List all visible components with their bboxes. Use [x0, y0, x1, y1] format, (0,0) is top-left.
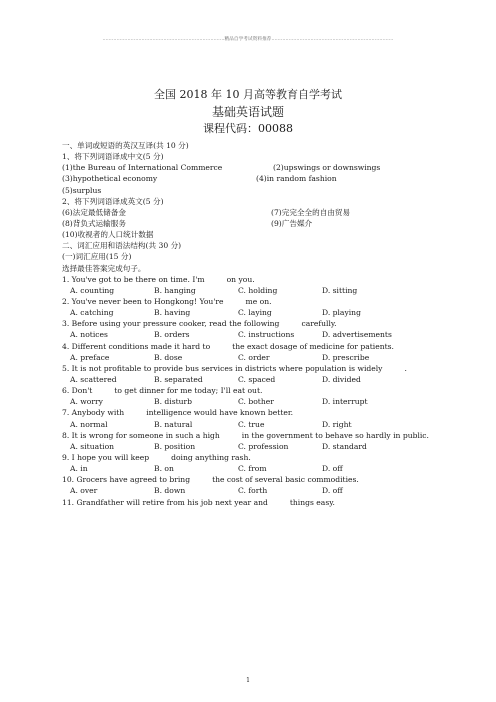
- answer-option: A. notices: [70, 330, 108, 340]
- answer-option: B. separated: [154, 374, 203, 384]
- item: (4)in random fashion: [256, 174, 337, 184]
- question-text: carefully.: [301, 319, 337, 329]
- item: (10)收视者的人口统计数据: [62, 230, 154, 240]
- answer-option: D. standard: [322, 441, 367, 451]
- answer-option: B. hanging: [154, 285, 196, 295]
- item: (3)hypothetical economy: [62, 174, 158, 184]
- question-stem: [62, 318, 442, 329]
- option-row: [62, 307, 442, 318]
- answer-option: A. in: [70, 464, 88, 474]
- question-text: the exact dosage of medicine for patients.: [232, 341, 394, 351]
- answer-option: D. right: [322, 419, 352, 429]
- question-text: 5. It is not profitable to provide bus services in districts where population is widely: [62, 363, 383, 373]
- question-stem: [62, 385, 442, 396]
- question-text: to get dinner for me today; I'll eat out.: [114, 386, 263, 396]
- answer-option: D. off: [322, 464, 343, 474]
- question-stem: [62, 341, 442, 352]
- answer-option: D. playing: [322, 308, 361, 318]
- question-stem: [62, 363, 442, 374]
- answer-option: C. holding: [238, 285, 278, 295]
- answer-option: A. preface: [70, 352, 110, 362]
- option-row: [62, 329, 442, 340]
- item: (2)upswings or downswings: [273, 163, 381, 173]
- question-stem: [62, 452, 442, 463]
- instruction: 选择最佳答案完成句子。: [62, 263, 146, 273]
- sub-heading: 1、将下列词语译成中文(5 分): [62, 152, 164, 162]
- section-heading: 一、单词或短语的英汉互译(共 10 分): [62, 141, 189, 150]
- answer-option: C. spaced: [238, 374, 276, 384]
- question-text: the cost of several basic commodities.: [212, 475, 359, 485]
- question-text: 9. I hope you will keep: [62, 452, 150, 462]
- question-text: on you.: [226, 274, 255, 284]
- section-heading: 二、词汇应用和语法结构(共 30 分): [62, 241, 182, 251]
- answer-option: A. situation: [70, 441, 115, 451]
- option-row: [62, 463, 442, 474]
- question-text: 2. You've never been to Hongkong! You're: [62, 296, 224, 306]
- answer-option: C. from: [238, 464, 267, 474]
- item: (5)surplus: [62, 185, 102, 195]
- answer-option: D. advertisements: [322, 330, 392, 340]
- question-text: 3. Before using your pressure cooker, read the following: [62, 319, 280, 329]
- option-row: [62, 485, 442, 496]
- answer-option: A. over: [70, 486, 98, 496]
- question-text: me on.: [245, 296, 272, 306]
- question-stem: [62, 296, 442, 307]
- item-row: [62, 207, 442, 218]
- exam-title: 全国 2018 年 10 月高等教育自学考试: [154, 88, 342, 101]
- answer-option: B. having: [154, 308, 191, 318]
- answer-option: C. bother: [238, 397, 274, 407]
- page-header: ……………………………………………………………………精品自学考试资料推荐……………………………………………………………………: [102, 37, 394, 42]
- answer-option: B. dose: [154, 352, 183, 362]
- answer-option: D. interrupt: [322, 397, 368, 407]
- option-row: [62, 374, 442, 385]
- answer-option: B. orders: [154, 330, 190, 340]
- subject-title: 基础英语试题: [211, 105, 284, 119]
- answer-option: A. normal: [70, 419, 108, 429]
- question-stem: [62, 407, 442, 418]
- answer-option: D. prescribe: [322, 352, 370, 362]
- answer-option: C. laying: [238, 308, 272, 318]
- question-stem: [62, 430, 442, 441]
- answer-option: C. true: [238, 419, 265, 429]
- item: (6)法定最低储备金: [62, 207, 126, 217]
- option-row: [62, 285, 442, 296]
- question-text: intelligence would have known better.: [146, 408, 294, 418]
- item-row: [62, 173, 442, 184]
- question-stem: [62, 474, 442, 485]
- sub-heading: (一)词汇应用(15 分): [62, 252, 132, 262]
- course-code: 课程代码：00088: [203, 122, 293, 135]
- option-row: [62, 396, 442, 407]
- answer-option: B. disturb: [154, 397, 193, 407]
- item: (1)the Bureau of International Commerce: [62, 163, 223, 173]
- question-text: things easy.: [289, 497, 335, 507]
- question-text: doing anything rash.: [171, 452, 251, 462]
- answer-option: B. natural: [154, 419, 193, 429]
- answer-option: C. instructions: [238, 330, 295, 340]
- question-text: 7. Anybody with: [62, 408, 125, 418]
- answer-option: B. position: [154, 441, 196, 451]
- answer-option: D. sitting: [322, 285, 358, 295]
- item-row: [62, 162, 442, 173]
- page-number: 1: [246, 677, 250, 684]
- question-stem: [62, 497, 442, 508]
- question-list: [62, 274, 442, 508]
- answer-option: B. on: [154, 464, 174, 474]
- answer-option: C. profession: [238, 441, 289, 451]
- item-row: [62, 218, 442, 229]
- question-text: 11. Grandfather will retire from his job next year and: [62, 497, 268, 507]
- question-stem: [62, 274, 442, 285]
- option-row: [62, 441, 442, 452]
- answer-option: C. order: [238, 352, 270, 362]
- answer-option: A. worry: [70, 397, 103, 407]
- answer-option: A. scattered: [70, 374, 117, 384]
- answer-option: A. catching: [70, 308, 114, 318]
- answer-option: A. counting: [70, 285, 115, 295]
- question-text: in the government to behave so hardly in public.: [241, 430, 429, 440]
- question-text: 8. It is wrong for someone in such a high: [62, 430, 220, 440]
- answer-option: D. divided: [322, 374, 361, 384]
- question-text: 4. Different conditions made it hard to: [62, 341, 211, 351]
- answer-option: B. down: [154, 486, 186, 496]
- answer-option: D. off: [322, 486, 343, 496]
- item: (7)完完全全的自由贸易: [271, 207, 351, 217]
- option-row: [62, 419, 442, 430]
- sub-heading: 2、将下列词语译成英文(5 分): [62, 196, 164, 206]
- option-row: [62, 352, 442, 363]
- question-text: .: [404, 363, 407, 373]
- item: (9)广告媒介: [271, 218, 313, 228]
- question-text: 6. Don't: [62, 386, 93, 396]
- question-text: 10. Grocers have agreed to bring: [62, 475, 191, 485]
- exam-body: [62, 140, 442, 508]
- question-text: 1. You've got to be there on time. I'm: [62, 274, 205, 284]
- answer-option: C. forth: [238, 486, 268, 496]
- item: (8)背负式运输服务: [62, 218, 126, 228]
